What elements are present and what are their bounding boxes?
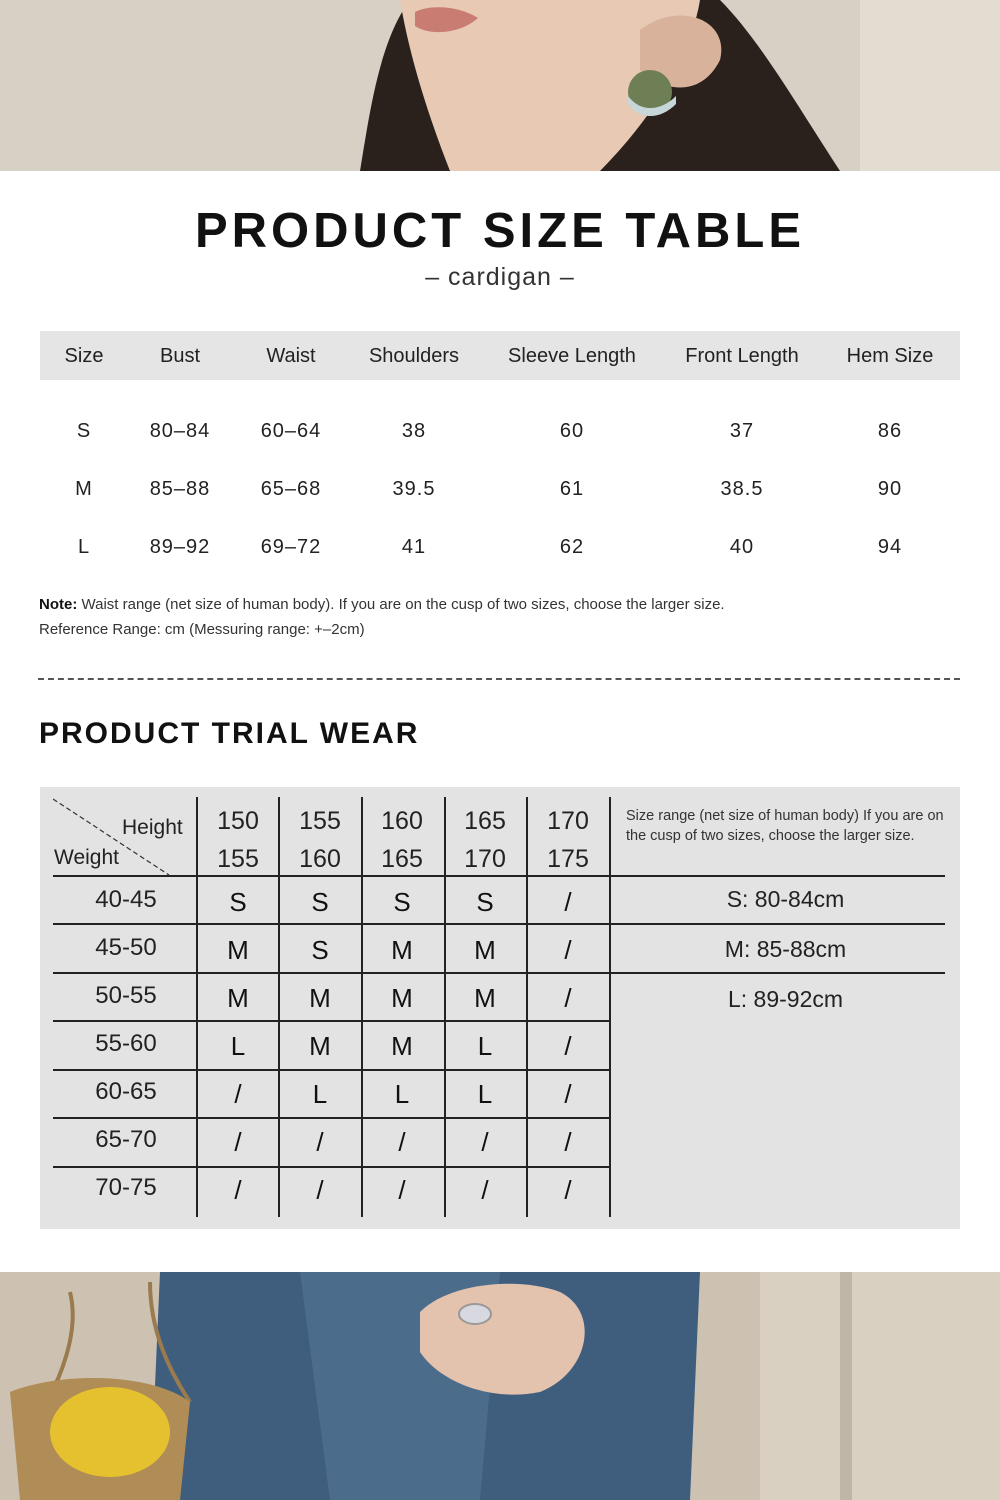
size-recommendation-cell: S — [311, 887, 329, 917]
header-sleeve-length: Sleeve Length — [508, 345, 636, 367]
section-divider — [38, 678, 960, 680]
size-recommendation-cell: M — [474, 935, 496, 965]
grid-line — [53, 875, 945, 877]
size-recommendation-cell: / — [564, 983, 572, 1013]
size-recommendation-cell: / — [398, 1175, 406, 1205]
header-front-length: Front Length — [685, 345, 799, 367]
page-title: PRODUCT SIZE TABLE — [194, 204, 806, 258]
size-recommendation-cell: M — [391, 935, 413, 965]
height-to: 170 — [464, 845, 506, 873]
front-length-cell: 40 — [729, 536, 755, 558]
trial-side-note: Size range (net size of human body) If you are on the cusp of two sizes, choose the larger size. — [626, 808, 944, 844]
corner-weight-label: Weight — [54, 846, 119, 869]
size-recommendation-cell: S — [229, 887, 247, 917]
waist-cell: 65–68 — [260, 478, 322, 500]
height-to: 165 — [381, 845, 423, 873]
grid-line — [53, 1069, 610, 1071]
hem-cell: 86 — [877, 420, 903, 442]
size-recommendation-cell: / — [481, 1127, 489, 1157]
reference-range-note: Reference Range: cm (Messuring range: +–2cm) — [39, 621, 365, 638]
trial-wear-title: PRODUCT TRIAL WEAR — [39, 717, 420, 750]
hem-cell: 94 — [877, 536, 903, 558]
shoulders-cell: 41 — [401, 536, 427, 558]
size-recommendation-cell: / — [316, 1127, 324, 1157]
size-recommendation-cell: M — [227, 983, 249, 1013]
height-from: 155 — [299, 807, 341, 835]
size-cell: S — [76, 420, 92, 442]
size-range-m: M: 85-88cm — [724, 936, 847, 962]
header-waist: Waist — [266, 345, 316, 367]
size-recommendation-cell: L — [477, 1031, 493, 1061]
front-length-cell: 38.5 — [720, 478, 764, 500]
size-cell: L — [77, 536, 91, 558]
grid-line — [53, 972, 945, 974]
size-recommendation-cell: / — [564, 935, 572, 965]
size-table-header — [40, 331, 960, 380]
note-text: Waist range (net size of human body). If you are on the cusp of two sizes, choose the larger size. — [81, 596, 725, 613]
size-recommendation-cell: M — [227, 935, 249, 965]
waist-cell: 69–72 — [260, 536, 322, 558]
weight-range: 70-75 — [95, 1174, 157, 1201]
weight-range: 40-45 — [95, 886, 157, 913]
size-recommendation-cell: / — [564, 1175, 572, 1205]
height-from: 165 — [464, 807, 506, 835]
bust-cell: 89–92 — [149, 536, 211, 558]
bust-cell: 80–84 — [149, 420, 211, 442]
product-subtitle: – cardigan – — [425, 263, 575, 291]
size-recommendation-cell: M — [391, 1031, 413, 1061]
size-recommendation-cell: L — [477, 1079, 493, 1109]
front-length-cell: 37 — [729, 420, 755, 442]
grid-line — [53, 1020, 610, 1022]
height-from: 150 — [217, 807, 259, 835]
weight-range: 65-70 — [95, 1126, 157, 1153]
size-recommendation-cell: / — [234, 1127, 242, 1157]
size-recommendation-cell: M — [391, 983, 413, 1013]
sleeve-cell: 60 — [559, 420, 585, 442]
size-note — [39, 596, 725, 613]
header-hem-size: Hem Size — [846, 345, 934, 367]
header-size: Size — [64, 345, 104, 367]
size-recommendation-cell: L — [394, 1079, 410, 1109]
header-shoulders: Shoulders — [368, 345, 460, 367]
bust-cell: 85–88 — [149, 478, 211, 500]
size-recommendation-cell: M — [474, 983, 496, 1013]
grid-line — [53, 1166, 610, 1168]
shoulders-cell: 39.5 — [392, 478, 436, 500]
size-recommendation-cell: S — [476, 887, 494, 917]
sleeve-cell: 62 — [559, 536, 585, 558]
size-recommendation-cell: / — [234, 1079, 242, 1109]
size-recommendation-cell: / — [564, 887, 572, 917]
size-range-l: L: 89-92cm — [727, 986, 844, 1012]
size-cell: M — [75, 478, 93, 500]
size-recommendation-cell: / — [481, 1175, 489, 1205]
height-from: 160 — [381, 807, 423, 835]
size-recommendation-cell: L — [230, 1031, 246, 1061]
size-recommendation-cell: / — [564, 1127, 572, 1157]
size-range-s: S: 80-84cm — [726, 886, 845, 912]
height-to: 155 — [217, 845, 259, 873]
header-bust: Bust — [159, 345, 201, 367]
grid-line — [609, 797, 611, 1217]
size-recommendation-cell: M — [309, 1031, 331, 1061]
weight-range: 55-60 — [95, 1030, 157, 1057]
waist-cell: 60–64 — [260, 420, 322, 442]
height-from: 170 — [547, 807, 589, 835]
weight-range: 50-55 — [95, 982, 157, 1009]
weight-range: 45-50 — [95, 934, 157, 961]
size-recommendation-cell: / — [316, 1175, 324, 1205]
top-model-photo — [0, 0, 1000, 171]
size-recommendation-cell: M — [309, 983, 331, 1013]
size-recommendation-cell: / — [564, 1031, 572, 1061]
size-recommendation-cell: / — [234, 1175, 242, 1205]
shoulders-cell: 38 — [401, 420, 427, 442]
size-recommendation-cell: L — [312, 1079, 328, 1109]
sleeve-cell: 61 — [559, 478, 585, 500]
note-label: Note: — [39, 596, 78, 613]
size-recommendation-cell: S — [393, 887, 411, 917]
size-recommendation-cell: / — [398, 1127, 406, 1157]
weight-range: 60-65 — [95, 1078, 157, 1105]
hem-cell: 90 — [877, 478, 903, 500]
size-recommendation-cell: S — [311, 935, 329, 965]
corner-height-label: Height — [122, 816, 183, 839]
grid-line — [53, 923, 945, 925]
grid-line — [53, 1117, 610, 1119]
bottom-model-photo — [0, 1272, 1000, 1500]
height-to: 175 — [547, 845, 589, 873]
size-recommendation-cell: / — [564, 1079, 572, 1109]
height-to: 160 — [299, 845, 341, 873]
